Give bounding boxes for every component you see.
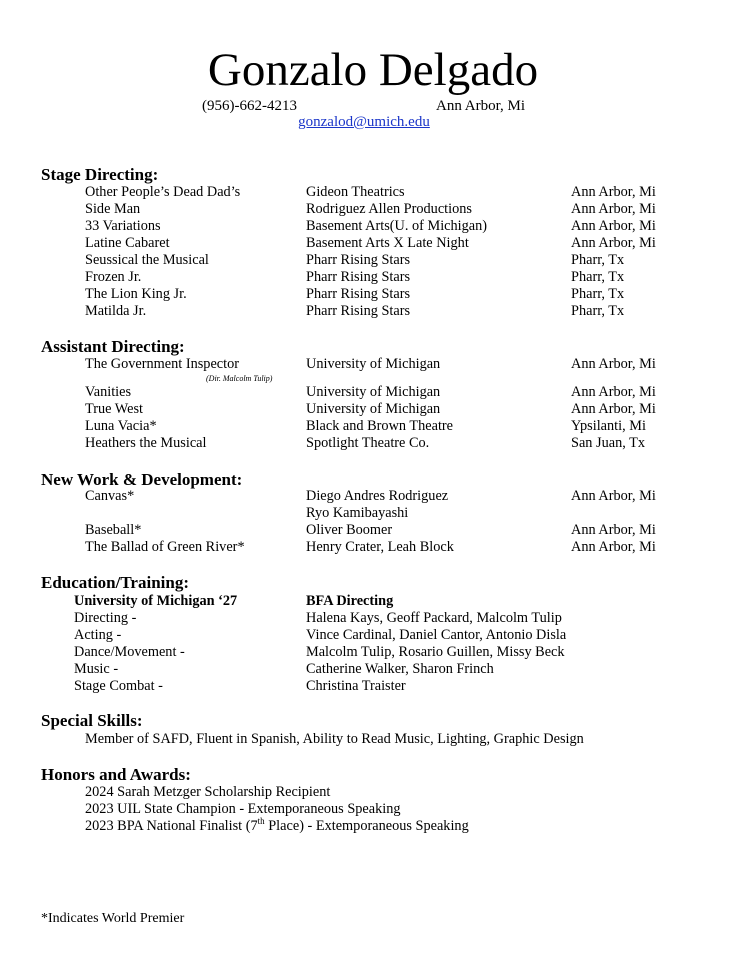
company: Basement Arts X Late Night [306,235,469,251]
list-item [0,201,746,218]
company: Black and Brown Theatre [306,418,454,434]
list-item [0,627,746,644]
work-location: Ann Arbor, Mi [571,539,656,555]
footnote: *Indicates World Premier [41,911,185,926]
resume-name: Gonzalo Delgado [207,44,539,96]
production-location: Pharr, Tx [571,269,625,285]
list-item [0,269,746,286]
list-item [0,252,746,269]
assistant-directing-heading: Assistant Directing: [41,337,185,356]
production-title: Seussical the Musical [85,252,209,268]
list-item [0,356,746,373]
training-area: Dance/Movement - [74,644,185,660]
teachers: Christina Traister [306,678,406,694]
production-location: Ann Arbor, Mi [571,384,656,400]
list-item [0,610,746,627]
company: University of Michigan [306,401,441,417]
training-area: Stage Combat - [74,678,163,694]
teachers: Halena Kays, Geoff Packard, Malcolm Tulip [306,610,562,626]
production-location: San Juan, Tx [571,435,645,451]
ordinal-suffix: th [257,816,265,827]
production-location: Ann Arbor, Mi [571,235,656,251]
work-title: Canvas* [85,488,135,504]
company: Basement Arts(U. of Michigan) [306,218,488,234]
production-title: True West [85,401,144,417]
list-item [0,384,746,401]
honor-text: 2023 BPA National Finalist (7 [85,818,258,834]
list-item [0,522,746,539]
training-area: Directing - [74,610,137,626]
production-title: Luna Vacia* [85,418,157,434]
list-item [0,644,746,661]
production-title: Side Man [85,201,141,217]
skills-heading: Special Skills: [41,711,143,730]
production-title: Matilda Jr. [85,303,147,319]
company: Rodriguez Allen Productions [306,201,472,217]
company: Pharr Rising Stars [306,269,411,285]
production-title: The Lion King Jr. [85,286,187,302]
company: University of Michigan [306,356,441,372]
education-heading: Education/Training: [41,573,189,592]
playwright: Henry Crater, Leah Block [306,539,454,555]
teachers: Vince Cardinal, Daniel Cantor, Antonio Disla [306,627,567,643]
school-name: University of Michigan ‘27 [74,593,238,609]
new-work-heading: New Work & Development: [41,470,243,489]
production-location: Ann Arbor, Mi [571,218,656,234]
director-note: (Dir. Malcolm Tulip) [206,374,273,383]
list-item [0,505,746,522]
list-item [0,235,746,252]
work-title: The Ballad of Green River* [85,539,245,555]
production-location: Pharr, Tx [571,252,625,268]
list-item [0,678,746,695]
production-location: Ann Arbor, Mi [571,356,656,372]
playwright: Oliver Boomer [306,522,393,538]
company: University of Michigan [306,384,441,400]
honor-item [85,818,469,835]
list-item [0,539,746,556]
production-location: Ann Arbor, Mi [571,401,656,417]
production-location: Pharr, Tx [571,286,625,302]
list-item [0,661,746,678]
work-location: Ann Arbor, Mi [571,522,656,538]
school-row [0,593,746,610]
list-item [0,418,746,435]
work-location: Ann Arbor, Mi [571,488,656,504]
playwright: Diego Andres Rodriguez [306,488,449,504]
list-item [0,488,746,505]
production-title: The Government Inspector [85,356,240,372]
list-item [0,401,746,418]
skills-text: Member of SAFD, Fluent in Spanish, Ability to Read Music, Lighting, Graphic Design [85,731,584,747]
company: Spotlight Theatre Co. [306,435,430,451]
production-title: Latine Cabaret [85,235,170,251]
list-item [0,184,746,201]
playwright: Ryo Kamibayashi [306,505,409,521]
honor-item: 2023 UIL State Champion - Extemporaneous Speaking [85,801,401,817]
company: Pharr Rising Stars [306,252,411,268]
training-area: Acting - [74,627,122,643]
work-title: Baseball* [85,522,142,538]
production-location: Ann Arbor, Mi [571,201,656,217]
training-area: Music - [74,661,119,677]
honors-heading: Honors and Awards: [41,765,191,784]
production-location: Ypsilanti, Mi [571,418,646,434]
list-item [0,218,746,235]
phone-number: (956)-662-4213 [202,98,297,114]
company: Pharr Rising Stars [306,286,411,302]
production-title: Frozen Jr. [85,269,142,285]
teachers: Catherine Walker, Sharon Frinch [306,661,494,677]
stage-directing-heading: Stage Directing: [41,165,159,184]
production-location: Pharr, Tx [571,303,625,319]
production-title: Other People’s Dead Dad’s [85,184,241,200]
production-title: 33 Variations [85,218,161,234]
company: Pharr Rising Stars [306,303,411,319]
location: Ann Arbor, Mi [436,98,525,114]
list-item [0,303,746,320]
honor-text: Place) - Extemporaneous Speaking [264,818,469,834]
teachers: Malcolm Tulip, Rosario Guillen, Missy Beck [306,644,565,660]
honor-item: 2024 Sarah Metzger Scholarship Recipient [85,784,331,800]
production-title: Vanities [85,384,132,400]
list-item [0,435,746,452]
production-location: Ann Arbor, Mi [571,184,656,200]
email-link[interactable]: gonzalod@umich.edu [298,114,430,130]
company: Gideon Theatrics [306,184,405,200]
list-item [0,286,746,303]
degree: BFA Directing [306,593,394,609]
production-title: Heathers the Musical [85,435,207,451]
